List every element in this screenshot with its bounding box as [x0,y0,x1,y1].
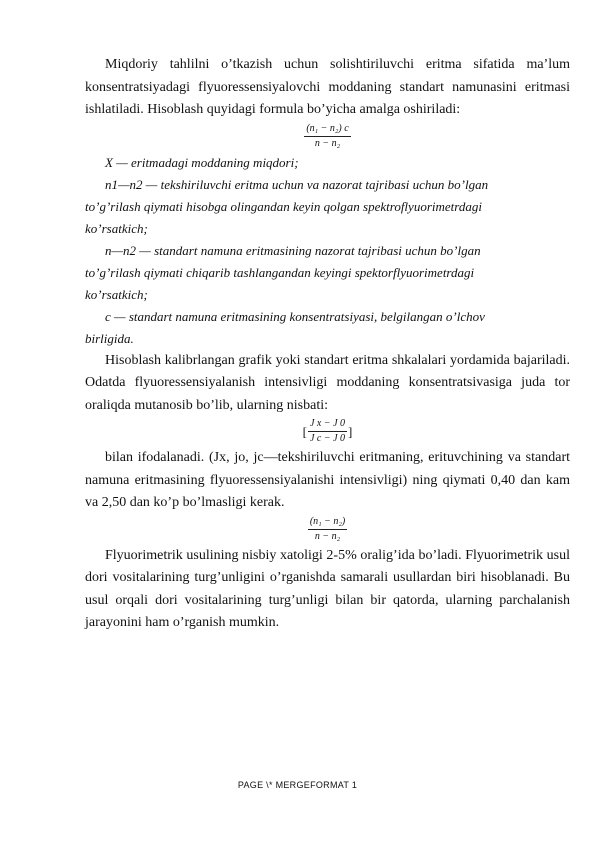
page-footer: PAGE \* MERGEFORMAT 1 [237,780,358,790]
definition-n1-n2-line1: n1—n2 — tekshiriluvchi eritma uchun va nazorat tajribasi uchun bo’lgan [105,176,489,192]
definition-n-n2-line2: to’g’rilash qiymati chiqarib tashlangandan keyingi spektorflyuorimetrdagi [85,264,475,280]
formula-intensity-fraction [308,418,347,445]
definition-c-line1: c — standart namuna eritmasining konsentratsiyasi, belgilangan o’lchov [105,308,485,324]
definition-n1-n2-line3: ko’rsatkich; [85,220,148,236]
formula-ratio [85,516,570,543]
paragraph-intro: Miqdoriy tahlilni o’tkazish uchun solishtiriluvchi eritma sifatida ma’lum konsentratsiyadagi flyuoressensiyalovchi moddaning standart namunasini eritmasi ishlatiladi. Hisoblash quyidagi formula bo’yicha amalga oshiriladi: [85,57,570,117]
paragraph-calibration: Hisoblash kalibrlangan grafik yoki standart eritma shkalalari yordamida bajariladi. Odatda flyuoressensiyalanish intensivligi moddaning konsentratsivasiga juda tor oraliqda mutanosib bo’lib, ularning nisbati: [85,352,570,413]
formula-main-denominator: n − n₂ [314,137,341,149]
bracket-open: [ [302,423,307,439]
paragraph-ratio-limits: bilan ifodalanadi. (Jx, jo, jc—tekshiriluvchi eritmaning, erituvchining va standart namuna eritmasining flyuoressensiyalanishi intensivligi) ning qiymati 0,40 dan kam va 2,50 dan ko’p bo’lmasligi kerak. [85,450,570,510]
paragraph-error: Flyuorimetrik usulining nisbiy xatoligi 2-5% oralig’ida bo’ladi. Flyuorimetrik usul dori vositalarining turg’unligini o’rganishda samarali usullardan biri hisoblanadi. Bu usul orqali dori vositalarining turg’unligi bilan bir qatorda, ularning parchalanish jarayonini ham o’rganish mumkin. [85,547,570,630]
formula-intensity-numerator: J x − J 0 [308,418,347,432]
definition-n-n2-line3: ko’rsatkich; [85,286,148,302]
formula-ratio-denominator: n − n₂ [314,530,341,542]
definition-n-n2-line1: n—n2 — standart namuna eritmasining nazorat tajribasi uchun bo’lgan [105,242,481,258]
formula-main-numerator: (n₁ − n₂) c [304,123,350,137]
formula-intensity-denominator: J c − J 0 [309,433,346,444]
definition-x: X — eritmadagi moddaning miqdori; [105,154,299,170]
formula-intensity-ratio [85,418,570,445]
definition-n1-n2-line2: to’g’rilash qiymati hisobga olingandan keyin qolgan spektroflyuorimetrdagi [85,198,482,214]
formula-main [85,123,570,150]
bracket-close: ] [348,423,353,439]
formula-ratio-numerator: (n₁ − n₂) [308,516,347,530]
definition-c-line2: birligida. [85,330,134,346]
document-page [85,54,570,635]
